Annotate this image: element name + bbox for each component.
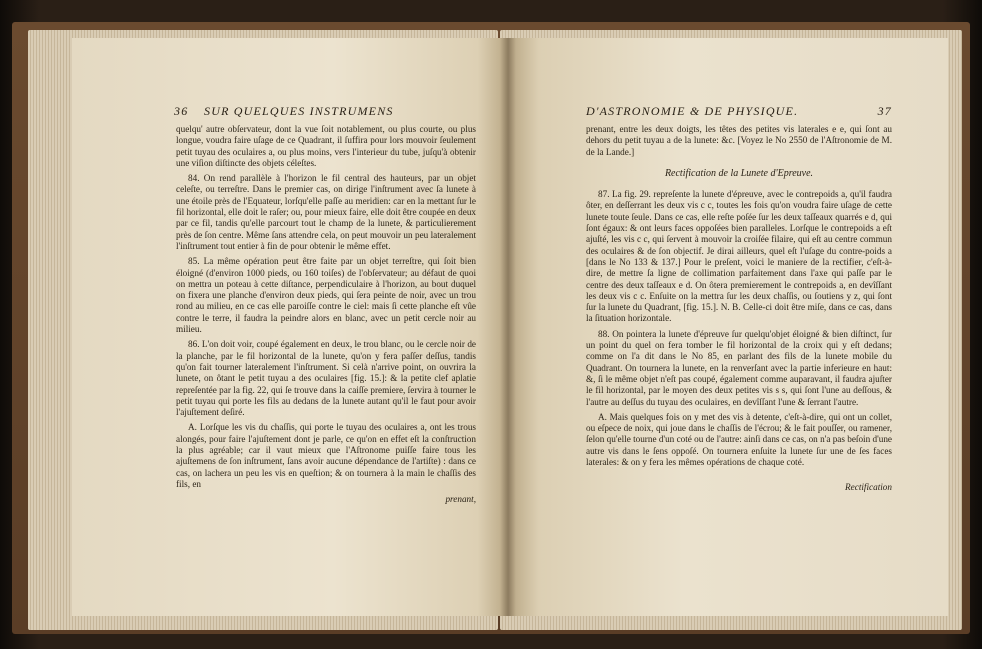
- left-paragraph-3: 85. La même opération peut être faite par un objet terreſtre, qui ſoit bien éloigné (d'environ 1000 pieds, ou 160 toiſes) de l'obſervateur; au défaut de quoi on mettra un poteau à cette diſtance, perpendiculaire à l'horizon, au bout duquel on fixera une planche d'environ deux pieds, qui ſera peinte de noir, avec un trou rond au milieu, en ce cas elle paroiſſe contre le ciel: mais ſi cette planche eſt vûe contre le terre, il faudra la peindre alors en blanc, avec un petit cercle noir au milieu.: [176, 256, 476, 335]
- right-catchword: Rectification: [845, 482, 892, 493]
- left-paragraph-2: 84. On rend parallèle à l'horizon le fil central des hauteurs, par un objet celeſte, ou terreſtre. Dans le premier cas, on dirige l'inſtrument avec ſa lunete à une étoile près de l'Equateur, lorſqu'elle paſſe au meridien: car en la mettant ſur le fil horizontal, elle doit le raſer; ou, pour mieux faire, elle doit être coupée en deux par ce fil, tandis qu'elle parcourt tout le champ de la lunete, & particulierement près de ſon centre. Même ſans attendre cela, on peut mouvoir un peu lateralement l'inſtrument tout entier à fin de pour obtenir le même effet.: [176, 173, 477, 251]
- right-running-title: D'ASTRONOMIE & DE PHYSIQUE.: [586, 104, 799, 118]
- right-paragraph-3: 88. On pointera la lunete d'épreuve ſur quelqu'objet éloigné & bien diſtinct, ſur un point du quel on fera tomber le fil horizontal de la croix qui y eſt dedans; comme on l'a dit dans le No 85, en parlant des fils de la lunete mobile du Quadrant. On tournera la lunete, en la renverſant avec la partie inferieure en haut: &, ſi le même objet n'eſt pas coupé, également comme auparavant, il faudra ajuſter le fil horizontal, par le moyen des deux petites vis s s, qui ſont l'une au deſſous, & l'autre au deſſus du tuyau des oculaires, en devîſſant l'une & ſerrant l'autre.: [586, 328, 892, 407]
- left-text-block: [176, 124, 476, 510]
- left-paragraph-1: quelqu' autre obſervateur, dont la vue ſoit notablement, ou plus courte, ou plus longue, voudra faire uſage de ce Quadrant, il ſuffira pour lors mouvoir ſeulement petit tuyau des oculaires a, ou plus moins, vers l'interieur du tube, juſqu'à obtenir une viſion diſtincte des objets céleſtes.: [176, 124, 476, 168]
- left-page: [72, 38, 508, 616]
- right-folio: 37: [877, 104, 892, 118]
- right-subheading: Rectification de la Lunete d'Epreuve.: [664, 167, 814, 179]
- right-paragraph-1: prenant, entre les deux doigts, les têtes des petites vis laterales e e, qui ſont au dehors du petit tuyau a de la lunete: &c. [Voyez le No 2550 de l'Aſtronomie de M. de la Lande.]: [586, 124, 892, 157]
- left-running-title: SUR QUELQUES INSTRUMENS: [204, 104, 394, 118]
- left-paragraph-4: 86. L'on doit voir, coupé également en deux, le trou blanc, ou le cercle noir de la planche, par le fil horizontal de la lunete, qu'on y fera paſſer deſſus, tandis qu'on fait tourner lateralement l'inſtrument. Si celà n'arrive point, on ouvrira la lunete, on ôtant le petit tuyau a des oculaires [fig. 15.]: & la petite clef aplatie repreſentée par la fig. 22, qui ſe trouve dans la caiſſe premiere, ſervira à tourner le petit tuyau qui porte les fils au dedans de la lunete autant qu'il le faut pour avoir l'ajuſtement deſiré.: [176, 339, 476, 418]
- right-paragraph-2: 87. La fig. 29. repreſente la lunete d'épreuve, avec le contrepoids a, qu'il faudra ôter, en deſſerrant les deux vis c c, toutes les fois qu'on voudra faire uſage de cette lunete toute ſeule. Dans ce cas, elle reſte poſée ſur les deux taſſeaux quarrés e d, qui ſont égaux: & ont leurs faces oppoſées bien paralleles. Lorſque le contrepoids a eſt ajuſté, les vis c c, qui ſervent à mouvoir la croiſée filaire, qui eſt au centre commun des oculaires & de ſon objectif. Je dirai ailleurs, quel eſt l'uſage du contre-poids a [dans le No 133 & 137.] Pour le preſent, voici le maniere de la rectifier, c'eſt-à-dire, de mettre ſa ligne de collimation parfaitement dans l'axe qui paſſe par le centre des deux taſſeaux e d. On ôtera premierement le contrepoids a, en devîſſant les deux vis c c. Enſuite on la mettra ſur les deux chaſſis, ou ſoutiens y z, qui ſont ſur la lunete du Quadrant, [fig. 15.]. N. B. Celle-ci doit être miſe, dans ce cas, dans la ſituation horizontale.: [586, 189, 892, 324]
- right-page: [508, 38, 948, 616]
- left-folio: 36: [174, 104, 189, 118]
- right-paragraph-4: A. Mais quelques fois on y met des vis à detente, c'eſt-à-dire, qui ont un collet, ou eſpece de noix, qui joue dans le chaſſis de l'écrou; & le fait pouſſer, ou ramener, ſelon qu'elle tourne d'un coté ou de l'autre: ainſi dans ce cas, on n'a pas beſoin d'une autre vis dans le ſens oppoſé. On tournera enſuite la lunete ſur une de ſes faces laterales: & on y fera les mêmes opérations de chaque coté.: [586, 411, 893, 468]
- left-paragraph-5: A. Lorſque les vis du chaſſis, qui porte le tuyau des oculaires a, ont les trous alongés, pour faire l'ajuſtement dont je parle, ce qu'on en effet eſt la conſtruction la plus agréable; car il vaut mieux que l'Aſtronome puiſſe faire tous les ajuſtemens de ſon inſtrument, ſans avoir aucune dépendance de l'artiſte) : dans ce cas, on lachera un peu les vis en queſtion; & on tournera à la main le chaſſis des fils, en: [176, 422, 476, 489]
- book-gutter: [500, 38, 516, 616]
- left-catchword: prenant,: [445, 494, 476, 505]
- right-text-block: [586, 124, 892, 498]
